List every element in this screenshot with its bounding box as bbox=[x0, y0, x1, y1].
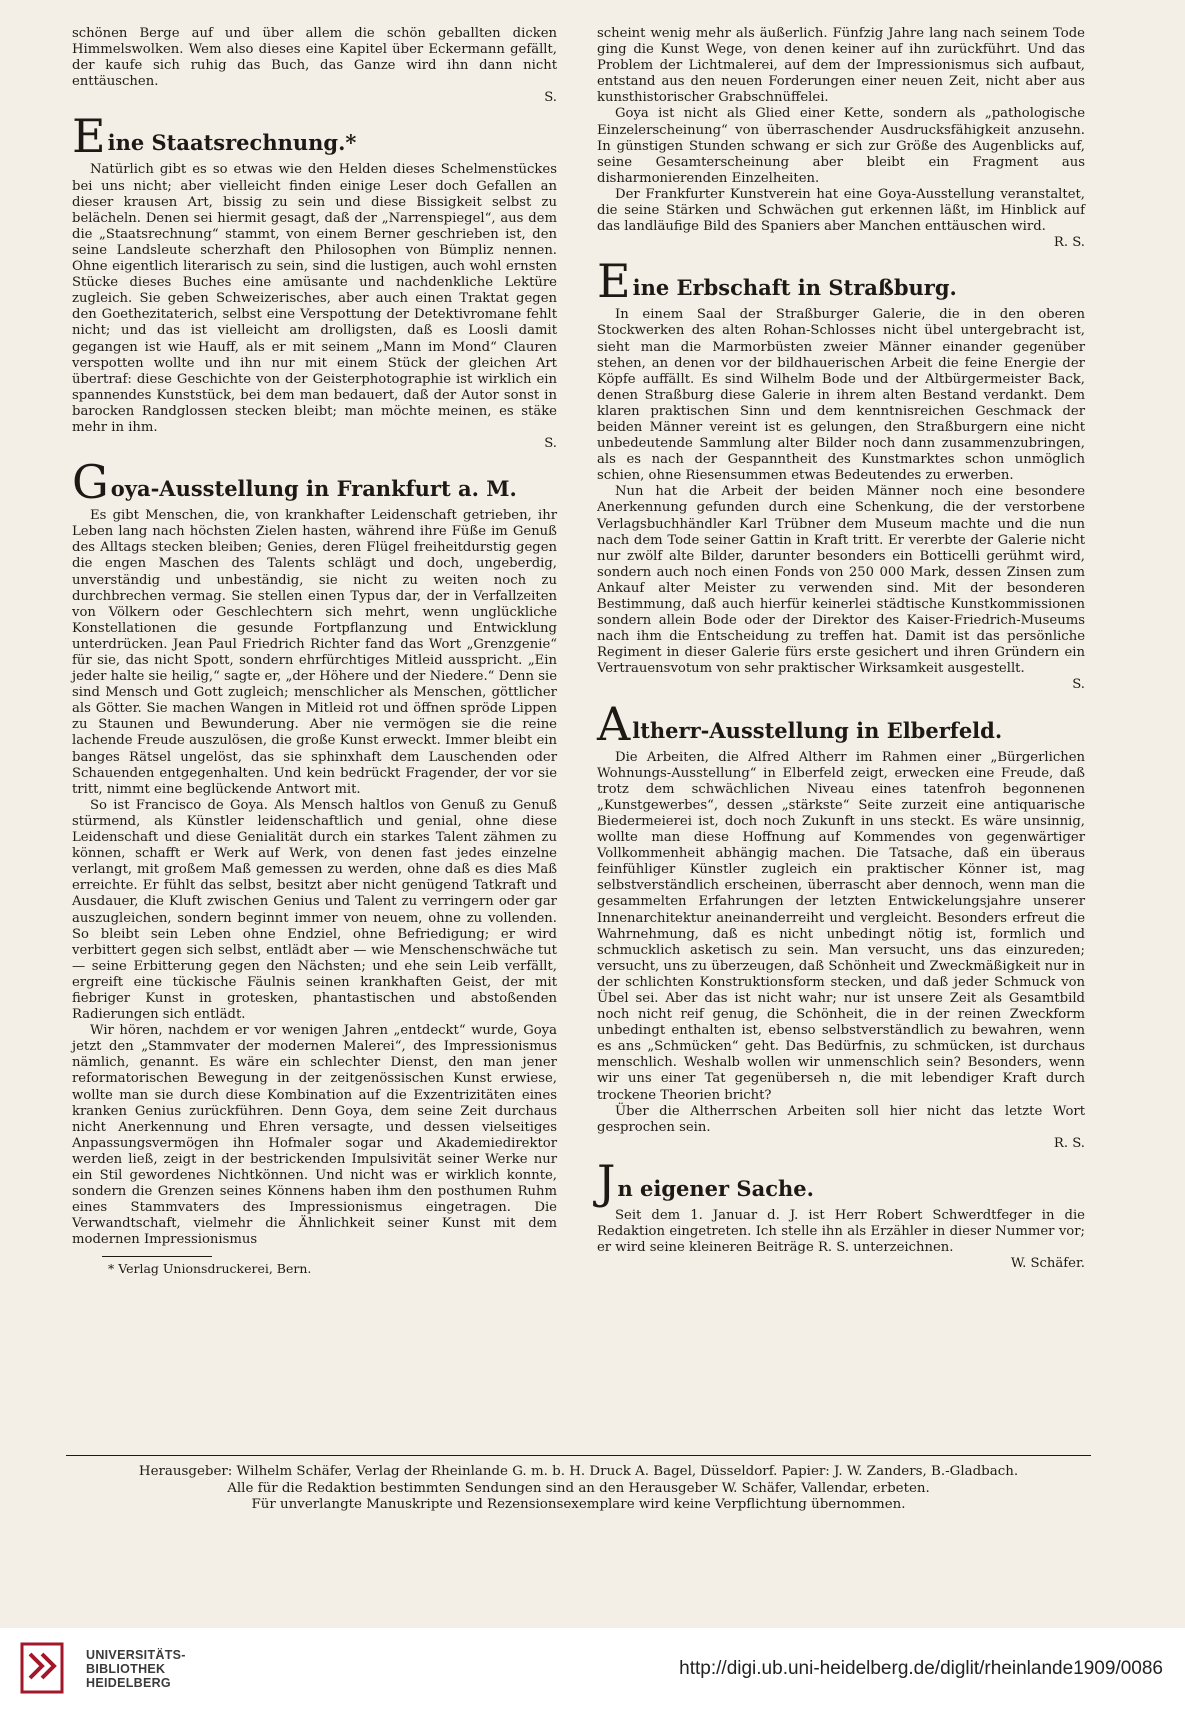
university-library-logo-icon[interactable] bbox=[16, 1638, 70, 1698]
eigener-sache-paragraph: Seit dem 1. Januar d. J. ist Herr Robert Schwerdtfeger in die Redaktion eingetreten. Ich stelle ihn als Erzähler in dieser Nummer vor; er wird seine kleineren Beiträge R. S. unterzeichnen. bbox=[597, 1207, 1085, 1256]
heading-text: oya-Ausstellung in Frankfurt a. M. bbox=[110, 476, 517, 502]
eigener-sache-signature-row bbox=[597, 1256, 1085, 1272]
goya-paragraph-2: So ist Francisco de Goya. Als Mensch haltlos von Genuß zu Genuß stürmend, als Künstler leidenschaftlich und genial, ohne diese Leidenschaft und diese Genialität durch ein starkes Talent zähmen zu können, schafft er Werk auf Werk, von denen fast jedes einzelne verlangt, mit großem Maß gemessen zu werden, ohne daß es dies Maß erreichte. Er fühlt das selbst, besitzt aber nicht genügend Tatkraft und Ausdauer, die Kluft zwischen Genius und Talent zu verringern oder gar auszugleichen, sondern beginnt immer von neuem, ohne zu vollenden. So bleibt sein Leben ohne Endziel, ohne Befriedigung; er wird verbittert gegen sich selbst, entlädt aber — wie Menschenschwäche tut — seine Erbitterung gegen den Nächsten; und ehe sein Leib verfällt, ergreift eine tückische Fäulnis seinen krankhaften Geist, der mit fiebriger Kunst in grotesken, phantastischen und abstoßenden Radierungen sich entlädt. bbox=[72, 797, 557, 1023]
eigener-sache-signature: W. Schäfer. bbox=[1010, 1256, 1085, 1272]
right-column bbox=[597, 26, 1085, 1272]
altherr-signature: R. S. bbox=[1053, 1135, 1085, 1151]
intro-paragraph: schönen Berge auf und über allem die schön geballten dicken Himmelswolken. Wem also dieses eine Kapitel über Eckermann gefällt, der kaufe sich ruhig das Buch, das Ganze wird ihn dann nicht enttäuschen. bbox=[72, 26, 557, 90]
altherr-signature-row bbox=[597, 1136, 1085, 1152]
intro-signature-row bbox=[72, 90, 557, 106]
heading-staatsrechnung bbox=[72, 109, 557, 164]
imprint-line-1: Herausgeber: Wilhelm Schäfer, Verlag der Rheinlande G. m. b. H. Druck A. Bagel, Düsseldorf. Papier: J. W. Zanders, B.-Gladbach. bbox=[138, 1464, 1019, 1479]
imprint-line-2: Alle für die Redaktion bestimmten Sendungen sind an den Herausgeber W. Schäfer, Vallendar, erbeten. bbox=[227, 1480, 930, 1496]
goya-signature-row bbox=[597, 235, 1085, 251]
heading-goya bbox=[72, 455, 557, 510]
altherr-paragraph-2: Über die Altherrschen Arbeiten soll hier nicht das letzte Wort gesprochen sein. bbox=[597, 1103, 1085, 1135]
heading-text: n eigener Sache. bbox=[617, 1175, 814, 1201]
logo-line-3: HEIDELBERG bbox=[86, 1676, 171, 1690]
imprint-rule bbox=[66, 1455, 1091, 1456]
university-library-name[interactable] bbox=[86, 1648, 186, 1690]
heading-erbschaft bbox=[597, 254, 1085, 309]
goya-continuation: scheint wenig mehr als äußerlich. Fünfzig Jahre lang nach seinem Tode ging die Kunst Wege, von denen keiner auf ihn zurückführt. Und das Problem der Lichtmalerei, auf dem der Impressionismus sich aufbaut, entstand aus den neuen Forderungen einer neuen Zeit, nicht aber aus kunsthistorischer Grabschnüffelei. bbox=[597, 26, 1085, 106]
footnote-rule bbox=[102, 1256, 212, 1257]
heading-initial: J bbox=[597, 1154, 616, 1209]
heading-altherr bbox=[597, 696, 1085, 751]
staats-signature-row bbox=[72, 436, 557, 452]
erbschaft-paragraph-2: Nun hat die Arbeit der beiden Männer noch eine besondere Anerkennung gefunden durch eine Schenkung, die der verstorbene Verlagsbuchhändler Karl Trübner dem Museum machte und die nun nach dem Tode seiner Gattin in Kraft tritt. Er vererbte der Galerie nicht nur zwölf alte Bilder, darunter besonders ein Botticelli gerühmt wird, sondern auch noch einen Fonds von 250 000 Mark, dessen Zinsen zum Ankauf alter Meister zu verwenden sind. Mit der besonderen Bestimmung, daß auch hierfür keinerlei städtische Kunstkommissionen sondern allein Bode oder der Direktor des Kaiser-Friedrich-Museums nach ihm die Entscheidung zu treffen hat. Damit ist das persönliche Regiment in dieser Galerie fürs erste gesichert und ihren Gründern ein Vertrauensvotum von sehr praktischer Wirksamkeit ausgestellt. bbox=[597, 484, 1085, 677]
goya-paragraph-4: Goya ist nicht als Glied einer Kette, sondern als „pathologische Einzelerscheinung“ von überraschender Ausdrucksfähigkeit anzusehn. In günstigen Stunden schwang er sich zur Größe des Augenblicks auf, seine Gesamterscheinung aber bleibt ein Fragment aus disharmonierenden Einzelheiten. bbox=[597, 106, 1085, 186]
staatsrechnung-paragraph: Natürlich gibt es so etwas wie den Helden dieses Schelmenstückes bei uns nicht; aber vielleicht finden einige Leser doch Gefallen an dieser krausen Art, bissig zu sein und diese Bissigkeit selbst zu belächeln. Denen sei hiermit gesagt, daß der „Narrenspiegel“, aus dem die „Staatsrechnung“ stammt, von einem Berner geschrieben ist, den seine Landsleute scherzhaft den Philosophen von Bümpliz nennen. Ohne eigentlich literarisch zu sein, sind die lustigen, auch wohl ernsten Stücke dieses Buches eine amüsante und nachdenkliche Lektüre zugleich. Sie geben Schweizerisches, aber auch einen Traktat gegen den Goethezitaterich, selbst eine Verspottung der Detektivromane fehlt nicht; und das ist vielleicht am drolligsten, daß es Loosli damit gegangen ist wie Hauff, als er mit seinem „Mann im Mond“ Clauren verspotten wollte und ihn nur mit einem Stück der gleichen Art übertraf: diese Geschichte von der Geisterphotographie ist wirklich ein spannendes Kunststück, bei dem man bedauert, daß der Autor sonst in barocken Randglossen stecken bleibt; man möchte meinen, es stäke mehr in ihm. bbox=[72, 162, 557, 435]
logo-line-2: BIBLIOTHEK bbox=[86, 1662, 166, 1676]
goya-paragraph-1: Es gibt Menschen, die, von krankhafter Leidenschaft getrieben, ihr Leben lang nach höchsten Zielen hasten, während ihre Füße im Genuß des Alltags stecken bleiben; Genies, deren Flügel freiheitdurstig gegen die engen Maschen des Talents schlägt und doch, ungeberdig, unverständig und unbeständig, sie nicht zu weiten noch zu durchbrechen vermag. Sie stellen einen Typus dar, der in Verfallzeiten von Völkern oder Geschlechtern sich mehrt, wenn unglückliche Konstellationen die gesunde Fortpflanzung und Entwicklung unterdrücken. Jean Paul Friedrich Richter fand das Wort „Grenzgenie“ für sie, das nicht Spott, sondern ehrfürchtiges Mitleid ausspricht. „Ein jeder halte sie heilig,“ sagte er, „der Höhere und der Niedere.“ Denn sie sind Mensch und Gott zugleich; menschlicher als Menschen, göttlicher als Götter. Sie machen Wangen in Mitleid rot und öffnen spröde Lippen zu Staunen und Bewunderung. Aber nie vermögen sie die reine lachende Freude auszulösen, die große Kunst erweckt. Immer bleibt ein banges Rätsel ungelöst, das sie sphinxhaft dem Lauschenden oder Schauenden entgegenhalten. Und kein bedrückt Fragender, der vor sie tritt, nimmt eine beglückende Antwort mit. bbox=[72, 508, 557, 797]
erbschaft-paragraph-1: In einem Saal der Straßburger Galerie, die in den oberen Stockwerken des alten Rohan-Schlosses nicht übel untergebracht ist, sieht man die Marmorbüsten zweier Männer einander gegenüber stehen, an denen vor der bildhauerischen Arbeit die feine Energie der Köpfe auffällt. Es sind Wilhelm Bode und der Altbürgermeister Back, denen Straßburg diese Galerie in ihrem alten Bestand verdankt. Dem klaren praktischen Sinn und dem kenntnisreichen Geschmack der beiden Männer vereint ist es gelungen, den Straßburgern eine nicht unbedeutende Sammlung alter Bilder noch dann zusammenzubringen, als es nach der Gespanntheit des Kunstmarktes schon unmöglich schien, ohne Riesensummen etwas Bedeutendes zu erwerben. bbox=[597, 307, 1085, 484]
heading-initial: G bbox=[72, 455, 109, 510]
footnote: * Verlag Unionsdruckerei, Bern. bbox=[108, 1261, 312, 1277]
goya-paragraph-3: Wir hören, nachdem er vor wenigen Jahren „entdeckt“ wurde, Goya jetzt den „Stammvater der modernen Malerei“, des Impressionismus nämlich, genannt. Es wäre ein schlechter Dienst, den man jener reformatorischen Bewegung in der zeitgenössischen Kunst erwiese, wollte man sie durch diese Kombination auf die Exzentrizitäten eines kranken Genius zurückführen. Denn Goya, dem seine Zeit durchaus nicht Anerkennung und Ehren versagte, und dessen vielseitiges Anpassungsvermögen ihn Hofmaler sogar und Akademiedirektor werden ließ, zeigt in der bestrickenden Impulsivität seiner Werke nur ein Stil gewordenes Nichtkönnen. Und nicht was er wirklich konnte, sondern die Grenzen seines Könnens haben ihm den posthumen Ruhm eines Stammvaters des Impressionismus eingetragen. Die Verwandtschaft, vielmehr die Ähnlichkeit seiner Kunst mit dem modernen Impressionismus bbox=[72, 1023, 557, 1248]
heading-initial: E bbox=[72, 109, 106, 164]
left-column bbox=[72, 26, 557, 1278]
heading-initial: A bbox=[597, 696, 631, 751]
staats-signature: S. bbox=[544, 436, 557, 452]
goya-paragraph-5: Der Frankfurter Kunstverein hat eine Goya-Ausstellung veranstaltet, die seine Stärken und Schwächen gut erkennen läßt, im Hinblick auf das landläufige Bild des Spaniers aber Manchen enttäuschen wird. bbox=[597, 186, 1085, 235]
heading-text: ine Staatsrechnung.* bbox=[107, 130, 357, 156]
intro-signature: S. bbox=[544, 90, 557, 106]
heading-text: ine Erbschaft in Straßburg. bbox=[632, 275, 957, 301]
erbschaft-signature: S. bbox=[1072, 677, 1085, 693]
heading-eigener-sache bbox=[597, 1154, 1085, 1209]
imprint bbox=[66, 1464, 1091, 1514]
heading-text: ltherr-Ausstellung in Elberfeld. bbox=[632, 717, 1003, 743]
erbschaft-signature-row bbox=[597, 677, 1085, 693]
imprint-line-3: Für unverlangte Manuskripte und Rezensionsexemplare wird keine Verpflichtung übernommen. bbox=[251, 1497, 906, 1512]
source-url-link[interactable]: http://digi.ub.uni-heidelberg.de/diglit/rheinlande1909/0086 bbox=[679, 1658, 1163, 1679]
heading-initial: E bbox=[597, 254, 631, 309]
goya-signature: R. S. bbox=[1053, 235, 1085, 251]
altherr-paragraph-1: Die Arbeiten, die Alfred Altherr im Rahmen einer „Bürgerlichen Wohnungs-Ausstellung“ in Elberfeld zeigt, erwecken eine Freude, daß trotz dem schwächlichen Niveau eines tatenfroh begonnenen „Kunstgewerbes“, dessen „stärkste“ Seite zurzeit eine antiquarische Biedermeierei ist, doch noch Zukunft in uns steckt. Es wäre unsinnig, wollte man diese Hoffnung auf Kommendes von gegenwärtiger Vollkommenheit abhängig machen. Die Tatsache, daß ein überaus feinfühliger Künstler zugleich ein praktischer Könner ist, mag selbstverständlich erscheinen, überrascht aber dennoch, wenn man die gesammelten Erfahrungen der letzten Entwickelungsjahre unserer Innenarchitektur aneinanderreiht und vergleicht. Besonders erfreut die Wahrnehmung, daß es nicht unbedingt nötig ist, formlich und schmucklich asketisch zu sein. Man versucht, uns das einzureden; versucht, uns zu überzeugen, daß Schönheit und Zweckmäßigkeit nur in der schlichten Konstruktionsform stecken, und daß jeder Schmuck von Übel sei. Aber das ist nicht wahr; nur ist unsere Zeit als Gesamtbild noch nicht reif genug, die Schönheit, die in der reinen Zweckform unbedingt enthalten ist, ebenso selbstverständlich zu bewahren, wenn es ans „Schmücken“ geht. Das Bedürfnis, zu schmücken, ist durchaus menschlich. Weshalb wollen wir unmenschlich sein? Besonders, wenn wir uns einer Tat gegenüberseh n, die mit lebendiger Kraft durch trockene Theorien bricht? bbox=[597, 749, 1085, 1103]
logo-line-1: UNIVERSITÄTS- bbox=[86, 1648, 186, 1662]
